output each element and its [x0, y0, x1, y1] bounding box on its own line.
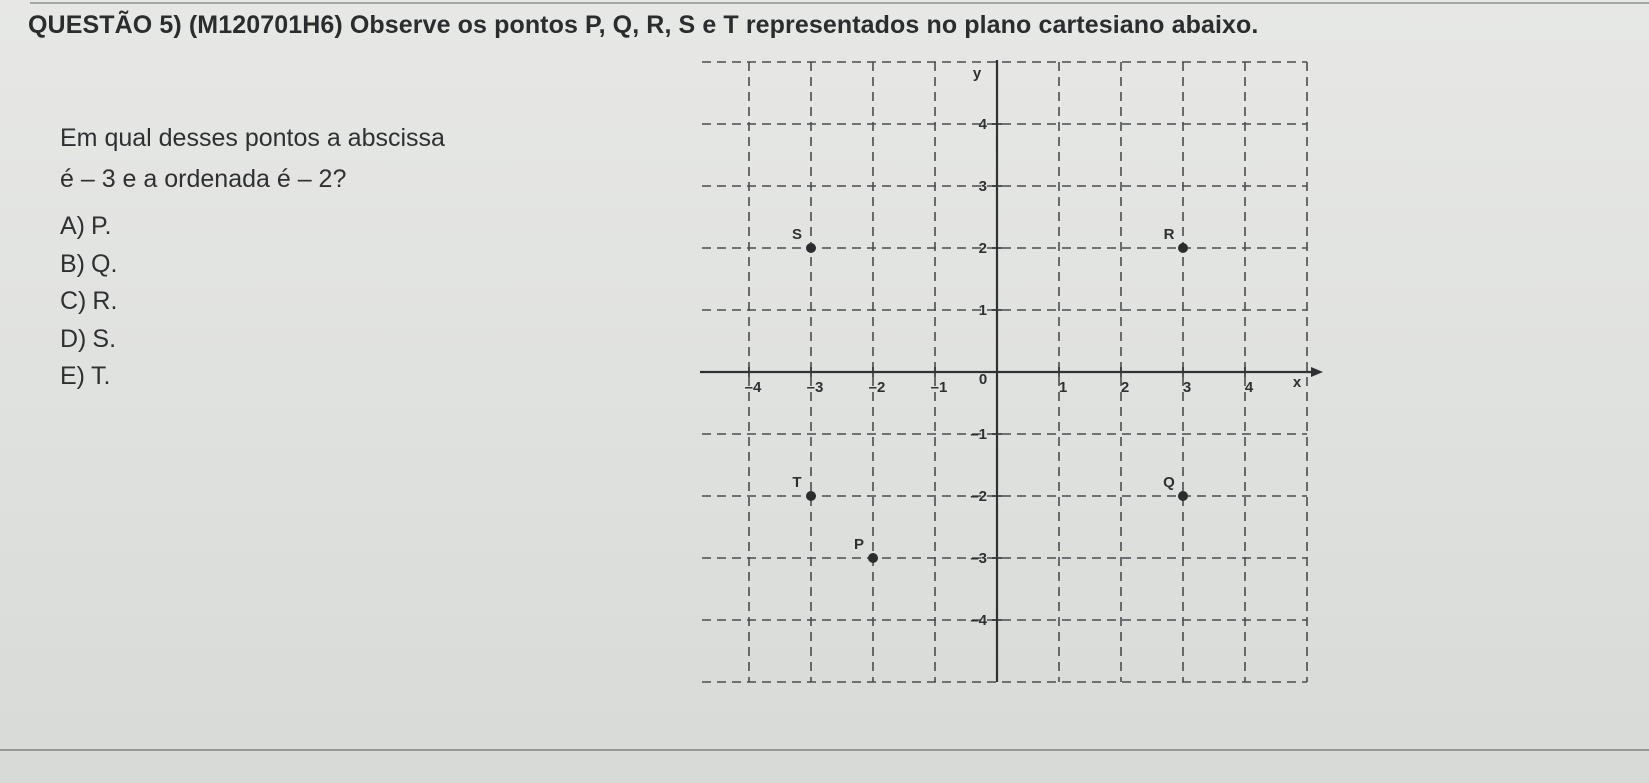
x-tick-label: –3 [806, 379, 824, 396]
option-a-text: P. [91, 212, 112, 240]
top-rule [30, 2, 1649, 4]
option-c[interactable] [60, 283, 117, 321]
x-tick-label: –2 [868, 379, 886, 396]
x-tick-label: 2 [1120, 379, 1130, 396]
prompt-line-1: Em qual desses pontos a abscissa [60, 124, 445, 152]
y-tick-label: 3 [978, 178, 987, 195]
x-axis-arrow-icon [1311, 367, 1323, 377]
point-q-marker [1178, 491, 1188, 501]
cartesian-plane [700, 60, 1380, 720]
point-p-marker [868, 553, 878, 563]
question-header: QUESTÃO 5) (M120701H6) Observe os pontos P, Q, R, S e T representados no plano cartesiano abaixo. [28, 11, 1259, 39]
x-tick-label: –1 [930, 379, 948, 396]
option-e-text: T. [91, 362, 111, 391]
y-tick-label: –2 [970, 488, 987, 505]
x-tick-label: –4 [744, 379, 762, 396]
x-tick-label: 1 [1058, 379, 1068, 396]
point-t-label: T [792, 474, 802, 491]
x-axis-label: x [1292, 374, 1302, 391]
y-tick-label: 1 [978, 302, 987, 319]
question-prompt [60, 118, 620, 200]
option-d[interactable] [60, 321, 117, 359]
option-d-text: S. [92, 324, 117, 353]
option-a[interactable] [60, 208, 117, 246]
option-e[interactable] [60, 358, 117, 396]
x-tick-label: 3 [1182, 379, 1192, 396]
option-c-letter: C) [60, 287, 87, 316]
point-s-label: S [791, 226, 803, 243]
y-tick-label: –4 [970, 612, 987, 629]
option-b[interactable] [60, 246, 117, 284]
option-b-text: Q. [91, 249, 118, 278]
y-tick-label: –1 [970, 426, 987, 443]
y-tick-label: –3 [970, 550, 987, 567]
bottom-rule [0, 749, 1649, 751]
point-t-marker [806, 491, 816, 501]
point-r-marker [1178, 243, 1188, 253]
prompt-line-2: é – 3 e a ordenada é – 2? [60, 165, 347, 193]
axes [700, 60, 1323, 682]
x-tick-label: 4 [1244, 379, 1254, 396]
axis-ticks [745, 65, 1302, 629]
option-a-letter: A) [60, 212, 85, 240]
point-s-marker [806, 243, 816, 253]
option-c-text: R. [92, 287, 118, 316]
option-b-letter: B) [60, 249, 85, 278]
y-tick-label: 4 [978, 116, 987, 133]
point-p-label: P [853, 536, 865, 553]
option-d-letter: D) [60, 324, 87, 353]
origin-label: 0 [978, 371, 988, 388]
point-r-label: R [1163, 226, 1175, 243]
point-q-label: Q [1163, 474, 1175, 491]
option-e-letter: E) [60, 362, 85, 391]
y-axis-label: y [972, 65, 982, 82]
y-tick-label: 2 [978, 240, 987, 257]
answer-options [60, 208, 117, 396]
